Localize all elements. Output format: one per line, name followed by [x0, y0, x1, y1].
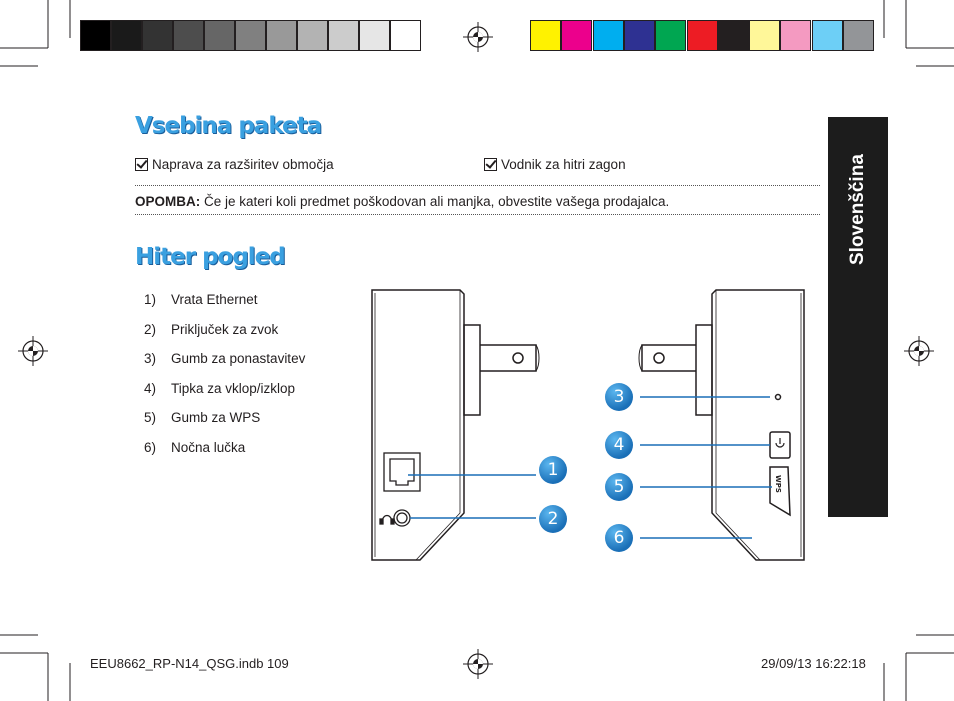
ethernet-port-icon [384, 453, 420, 491]
list-label: Nočna lučka [171, 440, 246, 455]
color-swatch [359, 20, 390, 51]
list-number: 1) [144, 292, 157, 307]
color-swatch [624, 20, 655, 51]
list-item [144, 381, 295, 396]
package-item-label: Vodnik za hitri zagon [501, 157, 626, 172]
registration-mark-icon [18, 336, 48, 366]
color-swatch [561, 20, 592, 51]
language-label: Slovenščina [847, 154, 868, 265]
package-item-guide [484, 157, 626, 172]
list-label: Tipka za vklop/izklop [171, 381, 296, 396]
list-item [144, 292, 258, 307]
headphone-icon [380, 510, 410, 526]
color-swatch [204, 20, 235, 51]
device-diagram [360, 285, 810, 565]
color-swatch [235, 20, 266, 51]
registration-mark-icon [463, 22, 493, 52]
note-label: OPOMBA: [135, 194, 201, 209]
device-right-view [639, 290, 804, 560]
package-item-extender [135, 157, 334, 172]
package-item-label: Naprava za razširitev območja [152, 157, 334, 172]
callout-2: 2 [539, 505, 567, 533]
divider [135, 185, 820, 186]
note-text: Če je kateri koli predmet poškodovan ali manjka, obvestite vašega prodajalca. [200, 194, 670, 209]
color-swatch [530, 20, 561, 51]
color-swatch [390, 20, 421, 51]
checkbox-icon [135, 158, 148, 171]
list-label: Priključek za zvok [171, 322, 279, 337]
registration-mark-icon [904, 336, 934, 366]
list-item [144, 322, 278, 337]
color-swatch [297, 20, 328, 51]
list-number: 3) [144, 351, 157, 366]
power-icon [776, 438, 784, 447]
list-item [144, 351, 305, 366]
callout-1: 1 [539, 456, 567, 484]
footer-timestamp: 29/09/13 16:22:18 [761, 656, 866, 671]
color-swatch [843, 20, 874, 51]
color-swatch [593, 20, 624, 51]
callout-5: 5 [605, 473, 633, 501]
wps-label: WPS [774, 475, 782, 493]
note [135, 194, 669, 209]
color-swatch [111, 20, 142, 51]
section-title-quick-look: Hiter pogled [135, 244, 285, 270]
list-item [144, 440, 245, 455]
color-swatch [328, 20, 359, 51]
section-title-package-contents: Vsebina paketa [135, 113, 322, 139]
list-label: Gumb za WPS [171, 410, 261, 425]
callout-3: 3 [605, 383, 633, 411]
checkbox-icon [484, 158, 497, 171]
color-swatch [655, 20, 686, 51]
callout-6: 6 [605, 524, 633, 552]
footer-filename: EEU8662_RP-N14_QSG.indb 109 [90, 656, 289, 671]
color-swatch [780, 20, 811, 51]
color-swatch [142, 20, 173, 51]
color-swatch [718, 20, 749, 51]
color-swatch [80, 20, 111, 51]
divider [135, 214, 820, 215]
list-item [144, 410, 260, 425]
color-swatch [812, 20, 843, 51]
callout-4: 4 [605, 431, 633, 459]
list-number: 4) [144, 381, 157, 396]
color-swatch [687, 20, 718, 51]
list-label: Gumb za ponastavitev [171, 351, 306, 366]
list-number: 5) [144, 410, 157, 425]
list-number: 6) [144, 440, 157, 455]
color-swatch [173, 20, 204, 51]
color-swatch [749, 20, 780, 51]
color-swatch [266, 20, 297, 51]
list-label: Vrata Ethernet [171, 292, 258, 307]
registration-mark-icon [463, 649, 493, 679]
list-number: 2) [144, 322, 157, 337]
